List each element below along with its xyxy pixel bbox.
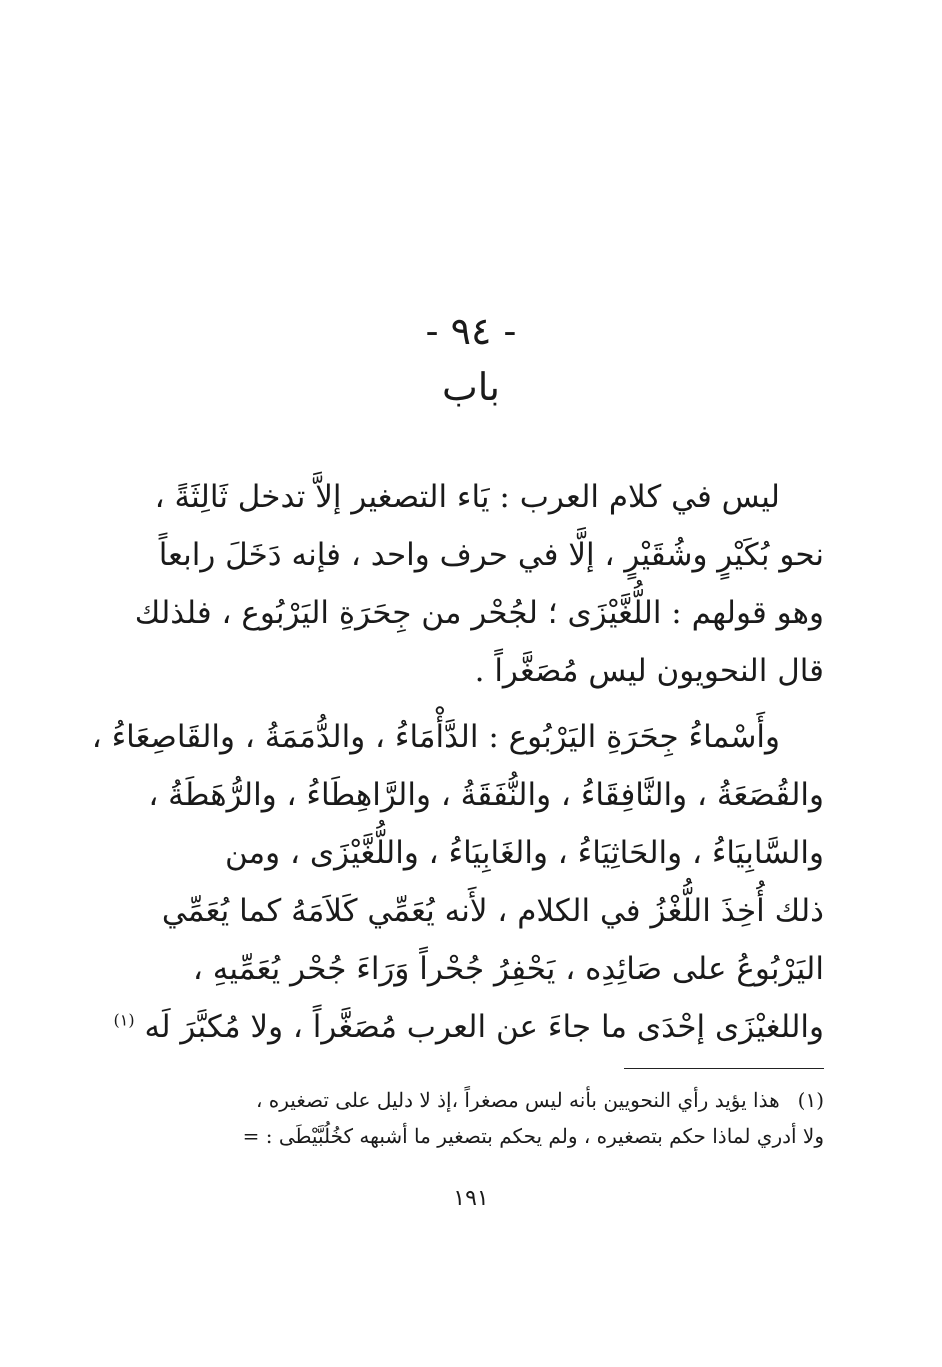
footnote-reference: (١) bbox=[113, 1010, 135, 1030]
footnote-line-1 bbox=[154, 1082, 824, 1118]
paragraph-1-line-1: ليس في كلام العرب : يَاء التصغير إلاَّ تدخل ثَالِثَةً ، bbox=[154, 479, 780, 515]
paragraph-1 bbox=[134, 468, 824, 700]
footnote-line-2: ولا أدري لماذا حكم بتصغيره ، ولم يحكم بتصغير ما أشبهه كخُلُبَّيْطَى : = bbox=[242, 1124, 824, 1148]
paragraph-2-line-6 bbox=[113, 998, 824, 1056]
footnote-line-1-text: هذا يؤيد رأي النحويين بأنه ليس مصغراً ،إذ لا دليل على تصغيره ، bbox=[255, 1088, 780, 1112]
section-title: باب bbox=[442, 365, 500, 409]
page-number: ١٩١ bbox=[453, 1186, 489, 1211]
paragraph-2-line-2: والقُصَعَةُ ، والنَّافِقَاءُ ، والنُّفَقَةُ ، والرَّاهِطَاءُ ، والرُّهَطَةُ ، bbox=[148, 777, 824, 813]
section-number: - ٩٤ - bbox=[425, 309, 517, 353]
footnote-divider bbox=[624, 1068, 824, 1069]
paragraph-2-line-6-text: واللغيْزَى إحْدَى ما جاءَ عن العرب مُصَغَّراً ، ولا مُكبَّرَ لَه bbox=[144, 1009, 824, 1045]
paragraph-2 bbox=[91, 708, 824, 1056]
paragraph-1-line-3: وهو قولهم : اللُّغَّيْزَى ؛ لجُحْر من جِحَرَةِ اليَرْبُوع ، فلذلك bbox=[134, 595, 824, 631]
footnotes bbox=[154, 1082, 824, 1154]
paragraph-2-line-4: ذلك أُخِذَ اللُّغْزُ في الكلام ، لأَنه يُعَمِّي كَلاَمَهُ كما يُعَمِّي bbox=[161, 893, 824, 929]
paragraph-2-line-1: وأَسْماءُ جِحَرَةِ اليَرْبُوع : الدَّأْمَاءُ ، والدُّمَمَةُ ، والقَاصِعَاءُ ، bbox=[91, 719, 780, 755]
footnote-mark: (١) bbox=[797, 1088, 824, 1112]
paragraph-1-line-4: قال النحويون ليس مُصَغَّراً . bbox=[474, 653, 824, 689]
paragraph-2-line-3: والسَّابِيَاءُ ، والحَاثِيَاءُ ، والغَابِيَاءُ ، واللُّغَّيْزَى ، ومن bbox=[224, 835, 824, 871]
paragraph-2-line-5: اليَرْبُوعُ على صَائِدِه ، يَحْفِرُ جُحْراً وَرَاءَ جُحْر يُعَمِّيهِ ، bbox=[192, 951, 824, 987]
paragraph-1-line-2: نحو بُكَيْرٍ وشُقَيْرٍ ، إلَّا في حرف واحد ، فإنه دَخَلَ رابعاً bbox=[158, 537, 824, 573]
